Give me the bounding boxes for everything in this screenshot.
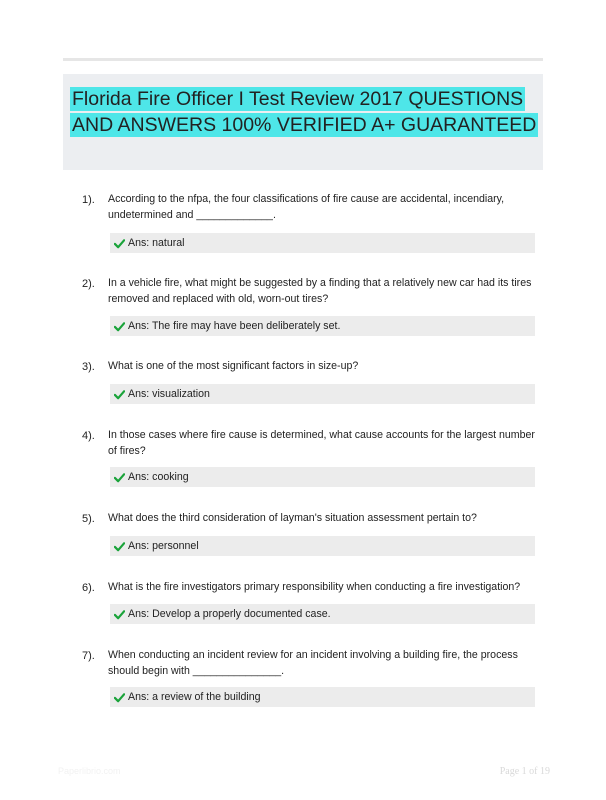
top-divider	[63, 58, 543, 61]
answer-box	[110, 467, 535, 487]
check-icon	[114, 541, 125, 552]
answer-box	[110, 233, 535, 253]
check-icon	[114, 238, 125, 249]
question-text: According to the nfpa, the four classifications of fire cause are accidental, incendiary, undetermined and _____________.	[108, 193, 505, 221]
question-number: 4).	[82, 430, 95, 442]
check-icon	[114, 321, 125, 332]
question-number: 2).	[82, 278, 95, 290]
question-text: What does the third consideration of layman's situation assessment pertain to?	[108, 512, 477, 524]
answer-box	[110, 687, 535, 707]
answer-text: Ans: personnel	[128, 540, 199, 552]
answer-text: Ans: Develop a properly documented case.	[128, 608, 331, 620]
question-number: 5).	[82, 513, 95, 525]
answer-text: Ans: natural	[128, 237, 185, 249]
footer-watermark: Paperlibrio.com	[58, 766, 121, 776]
answer-text: Ans: cooking	[128, 471, 189, 483]
check-icon	[114, 389, 125, 400]
check-icon	[114, 609, 125, 620]
answer-text: Ans: The fire may have been deliberately set.	[128, 320, 341, 332]
answer-text: Ans: visualization	[128, 388, 210, 400]
check-icon	[114, 472, 125, 483]
question-number: 7).	[82, 650, 95, 662]
question-text: What is one of the most significant factors in size-up?	[108, 360, 359, 372]
answer-box	[110, 536, 535, 556]
page-number: Page 1 of 19	[499, 766, 550, 777]
answer-text: Ans: a review of the building	[128, 691, 261, 703]
answer-box	[110, 316, 535, 336]
answer-box	[110, 384, 535, 404]
question-text: In those cases where fire cause is determined, what cause accounts for the largest number of fires?	[108, 429, 535, 457]
question-number: 6).	[82, 582, 95, 594]
question-text: When conducting an incident review for an incident involving a building fire, the process should begin with _______________.	[108, 649, 518, 677]
answer-box	[110, 604, 535, 624]
title-highlight: Florida Fire Officer I Test Review 2017 QUESTIONS AND ANSWERS 100% VERIFIED A+ GUARANTEED	[72, 88, 537, 136]
question-number: 3).	[82, 361, 95, 373]
document-title	[70, 86, 540, 138]
question-text: What is the fire investigators primary responsibility when conducting a fire investigation?	[108, 581, 521, 593]
question-text: In a vehicle fire, what might be suggested by a finding that a relatively new car had its tires removed and replaced with old, worn-out tires?	[108, 277, 532, 305]
check-icon	[114, 692, 125, 703]
question-number: 1).	[82, 194, 95, 206]
